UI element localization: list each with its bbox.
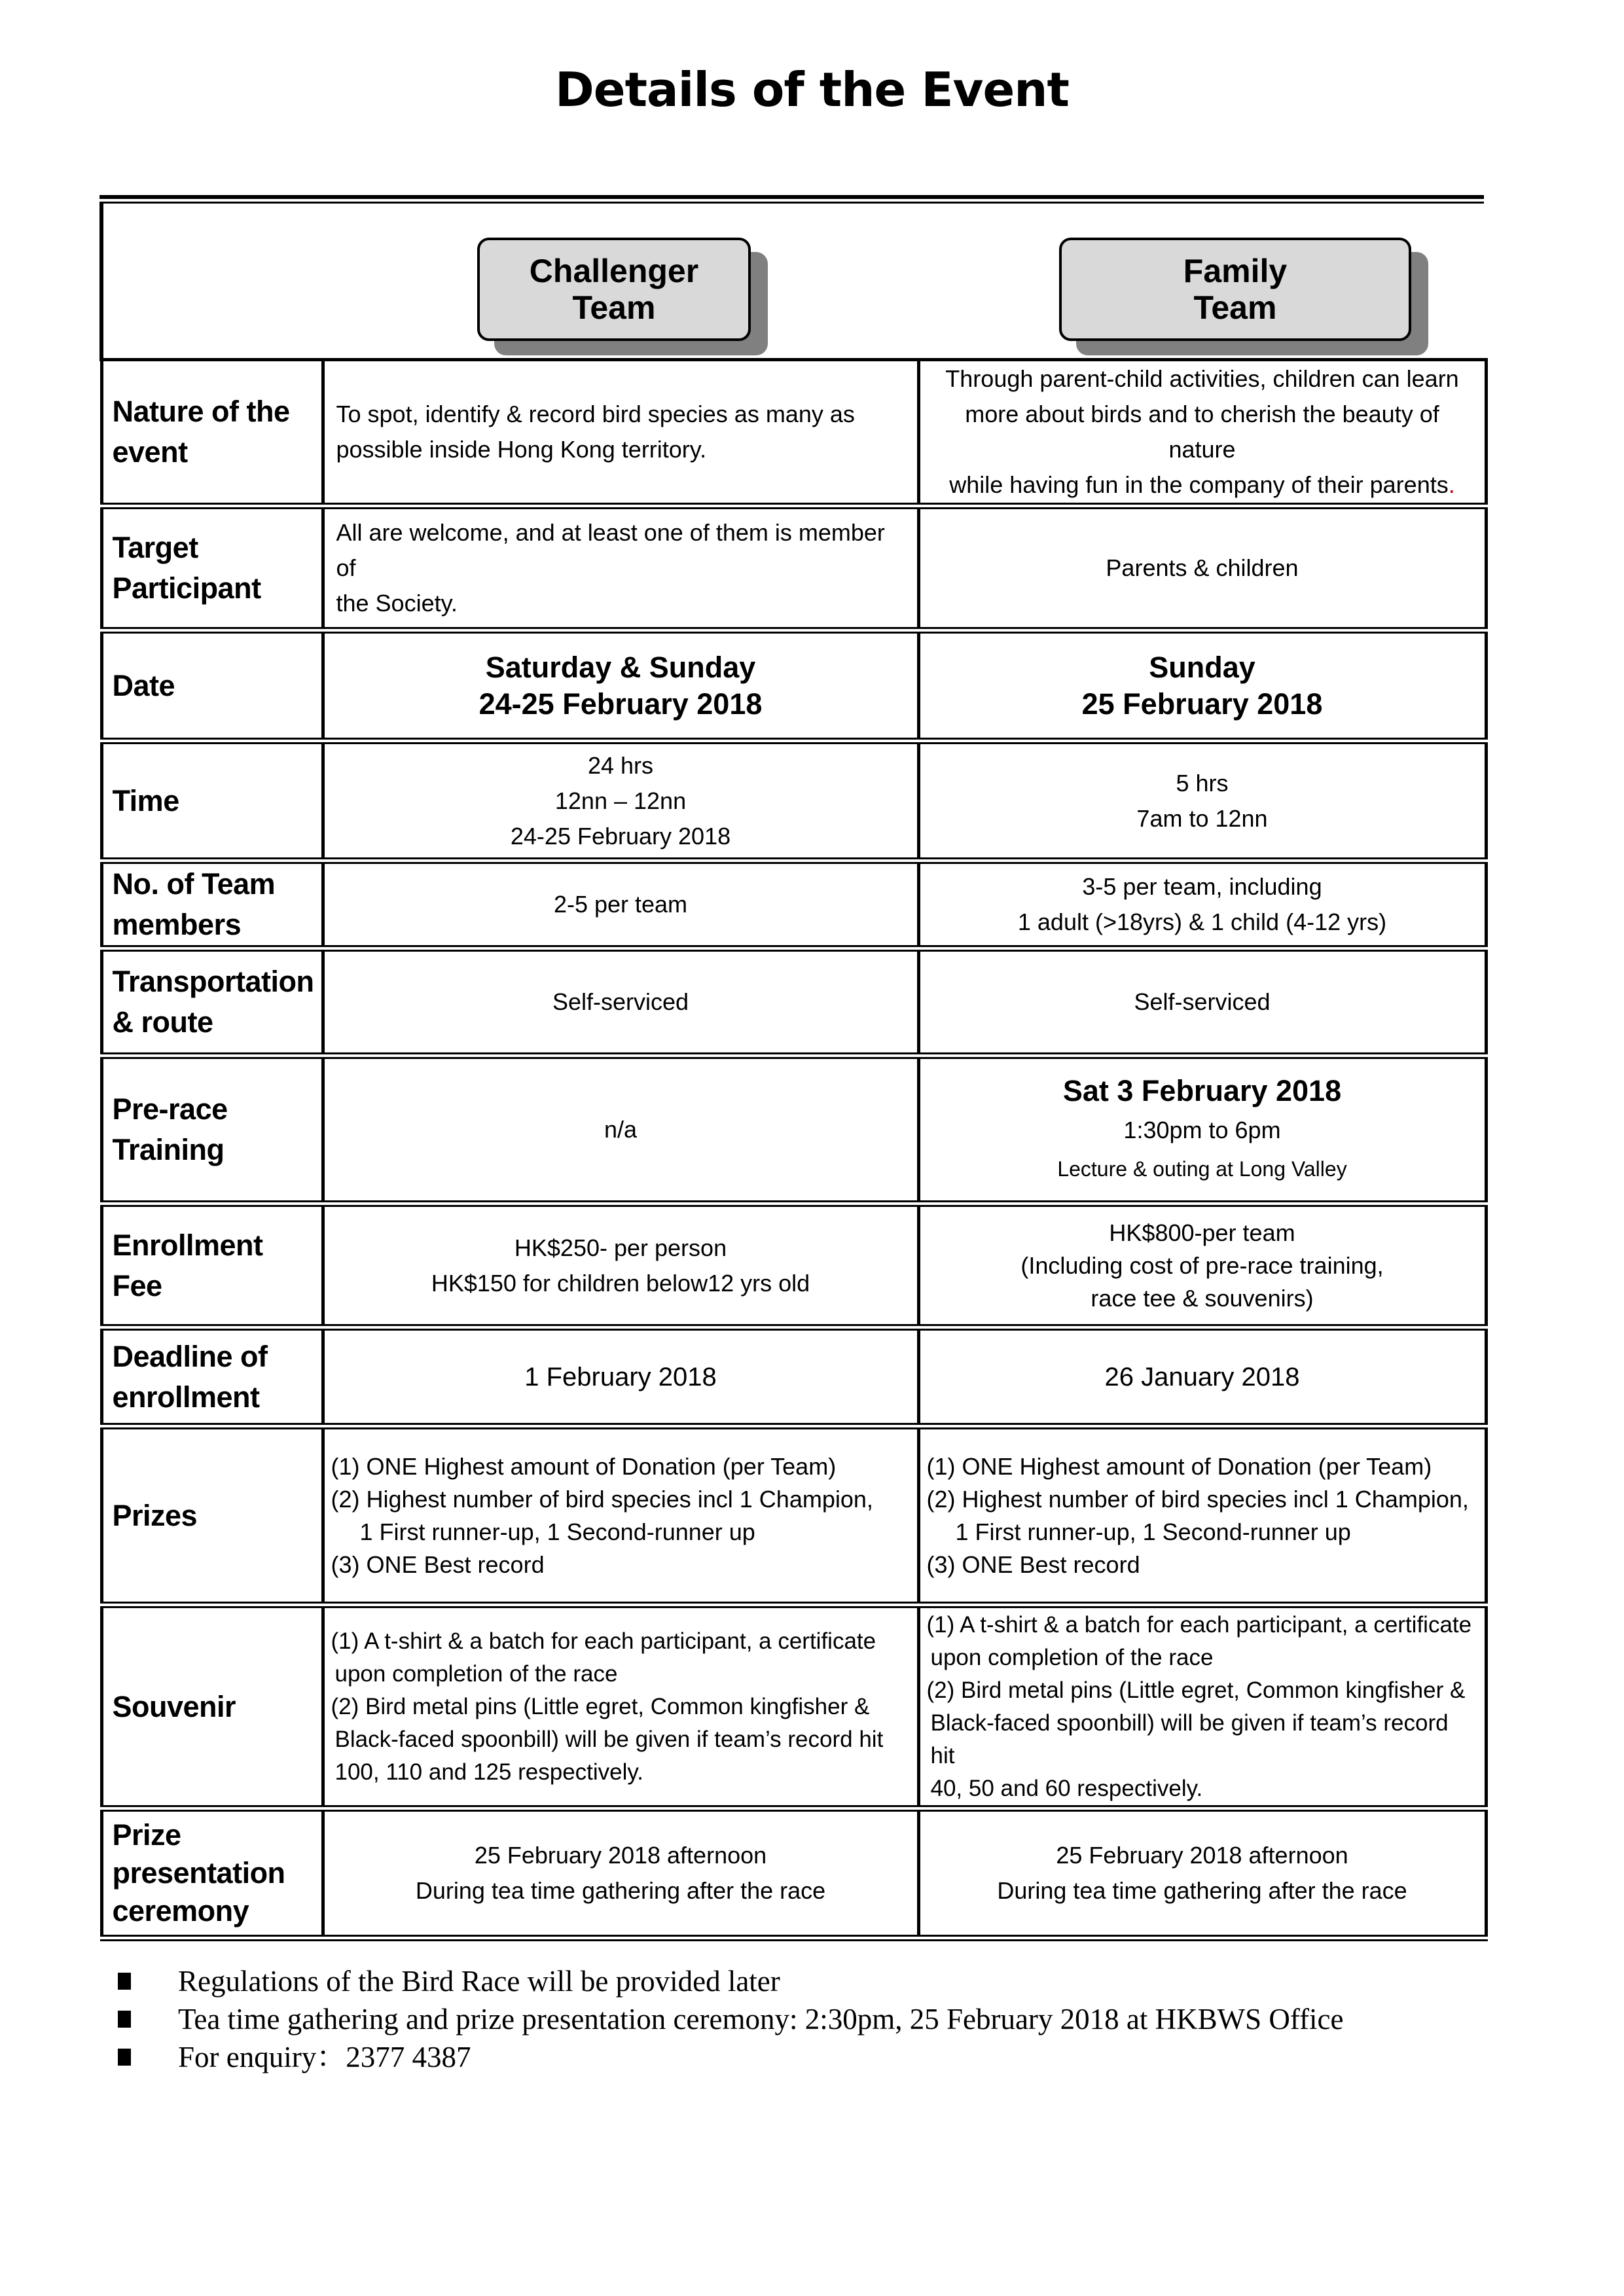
label-line: Target xyxy=(112,531,198,564)
cell-line: Saturday & Sunday xyxy=(485,650,756,684)
cell-line: (3) ONE Best record xyxy=(331,1551,545,1578)
label-line: Prizes xyxy=(112,1498,198,1532)
footer-note-text: Tea time gathering and prize presentation ceremony: 2:30pm, 25 February 2018 at HKBWS Office xyxy=(178,2003,1344,2036)
cell-line: (2) Bird metal pins (Little egret, Common kingfisher & xyxy=(926,1677,1466,1703)
cell-line: 5 hrs xyxy=(1176,769,1229,797)
cell-line: 2-5 per team xyxy=(553,891,688,918)
cell-line: Sunday xyxy=(1149,650,1255,684)
footer-note-text: Regulations of the Bird Race will be provided later xyxy=(178,1965,780,1998)
cell-line: 7am to 12nn xyxy=(1136,804,1268,832)
cell-line: possible inside Hong Kong territory. xyxy=(336,436,707,463)
cell-line: 100, 110 and 125 respectively. xyxy=(334,1759,644,1785)
row-label xyxy=(101,1605,323,1808)
cell-line: HK$800-per team xyxy=(1109,1219,1295,1246)
label-line: Participant xyxy=(112,571,261,605)
cell-line: Through parent-child activities, children can learn xyxy=(945,365,1459,392)
family-cell xyxy=(918,360,1486,507)
cell-line: Self-serviced xyxy=(1134,988,1271,1015)
cell-line: 40, 50 and 60 respectively. xyxy=(930,1775,1203,1801)
label-line: event xyxy=(112,435,188,469)
family-cell xyxy=(918,1426,1486,1605)
challenger-cell xyxy=(323,360,918,507)
cell-line: Self-serviced xyxy=(552,988,689,1015)
cell-line: (2) Highest number of bird species incl 1 Champion, xyxy=(926,1485,1469,1513)
label-line: Transportation xyxy=(112,965,314,998)
family-heading-line2: Team xyxy=(1193,289,1277,326)
event-details-table xyxy=(99,204,1488,1941)
page-title: Details of the Event xyxy=(555,62,1069,117)
footer-note-tea-time xyxy=(118,2000,1344,2038)
table-row-prizes xyxy=(101,1426,1486,1605)
cell-line: upon completion of the race xyxy=(930,1644,1214,1670)
cell-line: more about birds and to cherish the beauty of nature xyxy=(965,401,1439,463)
footer-note-regulations xyxy=(118,1962,1344,2000)
table-row-nature xyxy=(101,360,1486,507)
table-row-time xyxy=(101,741,1486,861)
table-row-transportation xyxy=(101,948,1486,1056)
challenger-cell xyxy=(323,506,918,630)
label-line: Nature of the xyxy=(112,395,290,428)
challenger-cell xyxy=(323,630,918,741)
family-cell xyxy=(918,1204,1486,1327)
cell-line: 24 hrs xyxy=(587,751,654,779)
family-cell xyxy=(918,741,1486,861)
challenger-cell xyxy=(323,1808,918,1938)
footer-notes xyxy=(118,1962,1344,2076)
table-row-enrollment-fee xyxy=(101,1204,1486,1327)
table-row-souvenir xyxy=(101,1605,1486,1808)
row-label xyxy=(101,506,323,630)
cell-line: (1) A t-shirt & a batch for each participant, a certificate xyxy=(926,1611,1472,1638)
cell-line: 25 February 2018 afternoon xyxy=(474,1842,767,1869)
cell-line: During tea time gathering after the race xyxy=(415,1877,826,1904)
row-label xyxy=(101,741,323,861)
cell-line: 1 First runner-up, 1 Second-runner up xyxy=(955,1518,1351,1545)
family-cell xyxy=(918,1327,1486,1426)
family-cell xyxy=(918,1056,1486,1204)
label-line: ceremony xyxy=(112,1894,249,1928)
cell-line: Sat 3 February 2018 xyxy=(1062,1074,1342,1107)
cell-line: 26 January 2018 xyxy=(1104,1362,1300,1391)
table-row-deadline xyxy=(101,1327,1486,1426)
challenger-heading-line1: Challenger xyxy=(529,253,699,289)
label-line: Time xyxy=(112,783,179,817)
cell-line: (1) ONE Highest amount of Donation (per Team) xyxy=(331,1452,837,1480)
cell-line: To spot, identify & record bird species as many as xyxy=(336,401,855,427)
cell-line: 1 First runner-up, 1 Second-runner up xyxy=(359,1518,755,1545)
cell-line xyxy=(929,467,1475,503)
header-family-cell xyxy=(918,204,1486,360)
cell-line: 24-25 February 2018 xyxy=(510,822,731,850)
row-label xyxy=(101,1327,323,1426)
challenger-cell xyxy=(323,1056,918,1204)
cell-line: n/a xyxy=(604,1116,638,1143)
challenger-team-heading-box xyxy=(477,238,751,341)
trailing-period: . xyxy=(1448,471,1455,498)
table-row-team-members xyxy=(101,861,1486,948)
cell-line: 12nn – 12nn xyxy=(554,787,687,814)
label-line: & route xyxy=(112,1005,213,1039)
family-team-heading-box xyxy=(1059,238,1411,341)
cell-line: 25 February 2018 afternoon xyxy=(1056,1842,1348,1869)
cell-line: Parents & children xyxy=(1106,554,1299,581)
cell-line: (Including cost of pre-race training, xyxy=(1020,1251,1384,1279)
label-line: Prize xyxy=(112,1818,181,1852)
cell-line: All are welcome, and at least one of them is member of xyxy=(336,519,885,581)
label-line: Pre-race xyxy=(112,1092,228,1126)
challenger-cell xyxy=(323,1426,918,1605)
header-corner-cell xyxy=(101,204,323,360)
cell-line: (1) ONE Highest amount of Donation (per Team) xyxy=(926,1452,1432,1480)
cell-line: Black-faced spoonbill) will be given if team’s record hit xyxy=(334,1726,884,1752)
row-label xyxy=(101,1056,323,1204)
row-label xyxy=(101,948,323,1056)
footer-note-enquiry xyxy=(118,2038,1344,2076)
cell-line: 1:30pm to 6pm xyxy=(1123,1117,1281,1143)
black-square-bullet-icon xyxy=(118,2011,131,2028)
row-label xyxy=(101,360,323,507)
label-line: enrollment xyxy=(112,1380,260,1414)
label-line: Fee xyxy=(112,1268,162,1302)
family-cell xyxy=(918,861,1486,948)
table-header-row xyxy=(101,204,1486,360)
family-cell xyxy=(918,630,1486,741)
row-label xyxy=(101,630,323,741)
table-row-date xyxy=(101,630,1486,741)
label-line: Date xyxy=(112,668,175,702)
label-line: members xyxy=(112,908,242,941)
cell-line: upon completion of the race xyxy=(334,1660,618,1687)
table-row-target-participant xyxy=(101,506,1486,630)
row-label xyxy=(101,1808,323,1938)
table-top-rule xyxy=(99,195,1484,199)
challenger-cell xyxy=(323,1204,918,1327)
label-line: Souvenir xyxy=(112,1689,236,1723)
cell-line: Lecture & outing at Long Valley xyxy=(1057,1157,1347,1181)
challenger-heading-line2: Team xyxy=(572,289,656,326)
label-line: presentation xyxy=(112,1856,285,1890)
challenger-cell xyxy=(323,1605,918,1808)
table-row-prize-ceremony xyxy=(101,1808,1486,1938)
cell-line: the Society. xyxy=(336,590,458,617)
table-row-pre-race-training xyxy=(101,1056,1486,1204)
cell-line: HK$150 for children below12 yrs old xyxy=(431,1269,810,1297)
family-cell xyxy=(918,506,1486,630)
cell-line: 24-25 February 2018 xyxy=(478,687,763,721)
cell-line: 3-5 per team, including xyxy=(1082,873,1322,900)
family-cell xyxy=(918,1808,1486,1938)
header-challenger-cell xyxy=(323,204,918,360)
label-line: Enrollment xyxy=(112,1228,263,1262)
black-square-bullet-icon xyxy=(118,1973,131,1990)
cell-line: 25 February 2018 xyxy=(1081,687,1323,721)
footer-note-text: For enquiry：2377 4387 xyxy=(178,2041,471,2073)
row-label xyxy=(101,861,323,948)
challenger-cell xyxy=(323,948,918,1056)
cell-line: Black-faced spoonbill) will be given if team’s record hit xyxy=(930,1710,1449,1768)
cell-line: (2) Bird metal pins (Little egret, Common kingfisher & xyxy=(331,1693,870,1719)
cell-line: (1) A t-shirt & a batch for each participant, a certificate xyxy=(331,1628,876,1654)
label-line: Training xyxy=(112,1133,225,1166)
cell-line: race tee & souvenirs) xyxy=(1091,1284,1314,1312)
label-line: Deadline of xyxy=(112,1339,268,1373)
cell-line: (3) ONE Best record xyxy=(926,1551,1140,1578)
challenger-cell xyxy=(323,1327,918,1426)
label-line: No. of Team xyxy=(112,867,276,901)
family-heading-line1: Family xyxy=(1183,253,1288,289)
black-square-bullet-icon xyxy=(118,2049,131,2066)
challenger-cell xyxy=(323,741,918,861)
challenger-cell xyxy=(323,861,918,948)
event-details-table-wrapper xyxy=(99,195,1484,1941)
row-label xyxy=(101,1426,323,1605)
family-cell xyxy=(918,948,1486,1056)
family-cell xyxy=(918,1605,1486,1808)
cell-line: 1 adult (>18yrs) & 1 child (4-12 yrs) xyxy=(1017,908,1387,935)
cell-line: 1 February 2018 xyxy=(524,1362,717,1391)
cell-line: During tea time gathering after the race xyxy=(997,1877,1407,1904)
cell-text: while having fun in the company of their parents xyxy=(949,471,1449,498)
row-label xyxy=(101,1204,323,1327)
cell-line: HK$250- per person xyxy=(514,1234,727,1261)
cell-line: (2) Highest number of bird species incl 1 Champion, xyxy=(331,1485,873,1513)
